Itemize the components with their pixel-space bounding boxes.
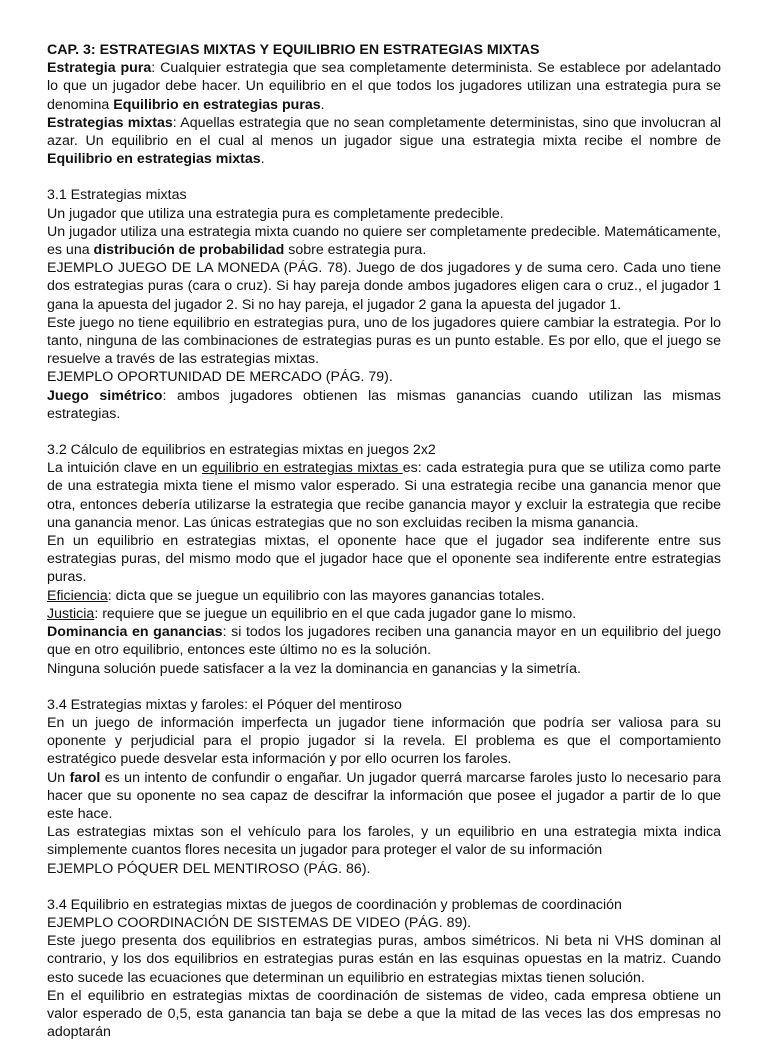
section-heading-3-1: 3.1 Estrategias mixtas <box>47 187 187 204</box>
paragraph: Este juego no tiene equilibrio en estrategias pura, uno de los jugadores quiere cambiar la estrategia. Por lo tanto, ninguna de las combinaciones de estrategias puras es un punto estable. Es por ello, que el juego se resuelve a través de las estrategias mixtas. <box>47 314 721 368</box>
section-heading-3-4-faroles: 3.4 Estrategias mixtas y faroles: el Póquer del mentiroso <box>47 696 402 713</box>
paragraph-gap <box>47 678 721 696</box>
definition-estrategias-mixtas: Estrategias mixtas: Aquellas estrategia que no sean completamente deterministas, sino que involucran al azar. Un equilibrio en el cual al menos un jugador sigue una estrategia mixta recibe el nombre de Equilibrio en estrategias mixtas. <box>47 114 722 168</box>
paragraph: Un jugador utiliza una estrategia mixta cuando no quiere ser completamente predecible. Matemáticamente, es una distribución de probabilidad sobre estrategia pura. <box>47 223 721 259</box>
paragraph: Este juego presenta dos equilibrios en estrategias puras, ambos simétricos. Ni beta ni VHS dominan al contrario, y los dos equilibrios en estrategias puras están en las esquinas opuestas en la matriz. Cuando esto sucede las ecuaciones que determinan un equilibrio en estrategias mixtas tienen solución. <box>47 933 721 986</box>
paragraph: En el equilibrio en estrategias mixtas de coordinación de sistemas de video, cada empresa obtiene un valor esperado de 0,5, esta ganancia tan baja se debe a que la mitad de las veces las dos empresas no adoptarán <box>47 987 721 1041</box>
paragraph-gap <box>47 168 721 186</box>
paragraph-gap <box>47 878 721 896</box>
example-juego-moneda: EJEMPLO JUEGO DE LA MONEDA (PÁG. 78). Juego de dos jugadores y de suma cero. Cada uno tiene dos estrategias puras (cara o cruz). Si hay pareja donde ambos jugadores eligen cara o cruz., el jugador 1 gana la apuesta del jugador 2. Si no hay pareja, el jugador 2 gana la apuesta del jugador 1. <box>47 260 721 313</box>
definition-estrategia-pura: Estrategia pura: Cualquier estrategia que sea completamente determinista. Se establece por adelantado lo que un jugador debe hacer. Un equilibrio en el que todos los jugadores utilizan una estrategia pura se denomina Equilibrio en estrategias puras. <box>47 60 721 113</box>
section-heading-3-2: 3.2 Cálculo de equilibrios en estrategias mixtas en juegos 2x2 <box>47 442 436 459</box>
definition-eficiencia: Eficiencia: dicta que se juegue un equilibrio con las mayores ganancias totales. <box>47 587 545 604</box>
paragraph: La intuición clave en un equilibrio en estrategias mixtas es: cada estrategia pura que se utiliza como parte de una estrategia mixta tiene el mismo valor esperado. Si una estrategia recibe una ganancia menor que otra, entonces debería utilizarse la estrategia que recibe ganancia mayor y excluir la estrategia que recibe una ganancia menor. Las únicas estrategias que no son excluidas reciben la misma ganancia. <box>47 460 721 531</box>
section-heading-3-4-coordinacion: 3.4 Equilibrio en estrategias mixtas de juegos de coordinación y problemas de coordinación <box>47 896 622 913</box>
paragraph: En un equilibrio en estrategias mixtas, el oponente hace que el jugador sea indiferente entre sus estrategias puras, del mismo modo que el jugador hace que el oponente sea indiferente entre estrategias puras. <box>47 533 721 586</box>
example-poquer-mentiroso: EJEMPLO PÓQUER DEL MENTIROSO (PÁG. 86). <box>47 860 371 877</box>
paragraph: Las estrategias mixtas son el vehículo para los faroles, y un equilibrio en una estrategia mixta indica simplemente cuantos flores necesita un jugador para proteger el valor de su información <box>47 824 721 859</box>
example-oportunidad-mercado: EJEMPLO OPORTUNIDAD DE MERCADO (PÁG. 79). <box>47 369 393 386</box>
paragraph: En un juego de información imperfecta un jugador tiene información que podría ser valiosa para su oponente y perjudicial para el propio jugador si la revela. El problema es que el comportamiento estratégico puede desvelar esta información y por ello ocurren los faroles. <box>47 714 721 768</box>
example-sistemas-video: EJEMPLO COORDINACIÓN DE SISTEMAS DE VIDEO (PÁG. 89). <box>47 914 472 931</box>
paragraph-gap <box>47 423 721 441</box>
definition-farol: Un farol es un intento de confundir o engañar. Un jugador querrá marcarse faroles justo lo necesario para hacer que su oponente no sea capaz de descifrar la información que posee el jugador a partir de lo que este hace. <box>47 769 721 822</box>
definition-justicia: Justicia: requiere que se juegue un equilibrio en el que cada jugador gane lo mismo. <box>47 605 577 622</box>
chapter-title: CAP. 3: ESTRATEGIAS MIXTAS Y EQUILIBRIO EN ESTRATEGIAS MIXTAS <box>47 42 540 58</box>
definition-dominancia: Dominancia en ganancias: si todos los jugadores reciben una ganancia mayor en un equilibrio del juego que en otro equilibrio, entonces este último no es la solución. <box>47 624 721 659</box>
paragraph: Ninguna solución puede satisfacer a la vez la dominancia en ganancias y la simetría. <box>47 660 581 677</box>
paragraph: Un jugador que utiliza una estrategia pura es completamente predecible. <box>47 205 504 222</box>
definition-juego-simetrico: Juego simétrico: ambos jugadores obtienen las mismas ganancias cuando utilizan las mismas estrategias. <box>47 387 721 422</box>
